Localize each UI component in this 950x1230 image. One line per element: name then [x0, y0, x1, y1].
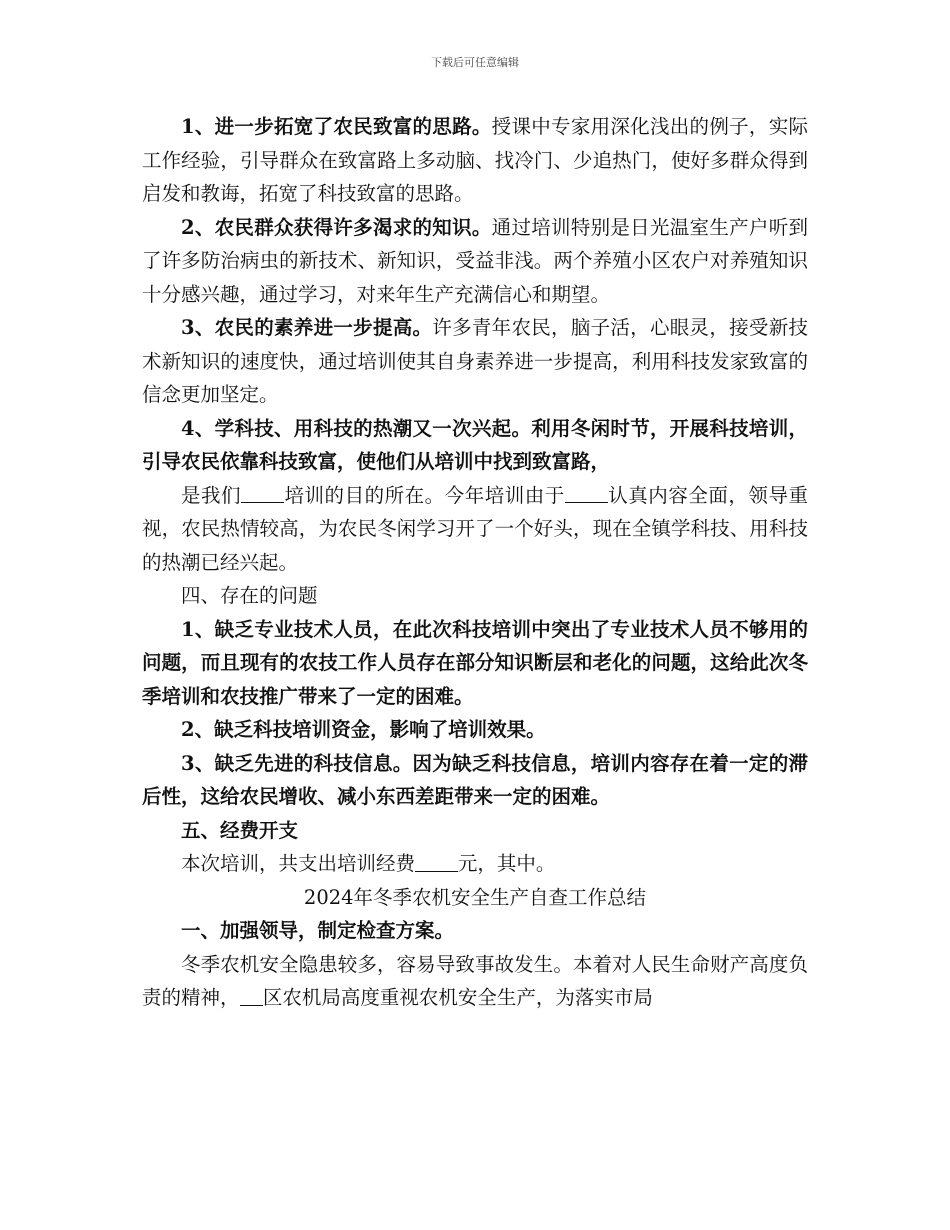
closing-paragraph	[142, 948, 808, 1015]
paragraph-3-heading: 3、农民的素养进一步提高。	[181, 316, 433, 339]
document-title: 2024年冬季农机安全生产自查工作总结	[303, 885, 647, 909]
paragraph-1	[142, 110, 808, 211]
paragraph-2-heading: 2、农民群众获得许多渴求的知识。	[181, 215, 492, 239]
section-heading-5: 五、经费开支	[181, 818, 299, 842]
paragraph-3-text: 许多青年农民，脑子活，心眼灵，接受新技术新知识的速度快，通过培训使其自身素养进一步提高，利用科技发家致富的信念更加坚定。	[142, 316, 808, 406]
fee-text-a: 本次培训，共支出培训经费	[181, 852, 416, 875]
paragraph-4-text-c: 认真内容全面，领导重视，农民热情较高，为农民冬闲学习开了一个好头，现在全镇学科技、用科技的热潮已经兴起。	[142, 483, 808, 574]
fill-blank	[565, 483, 608, 504]
problem-1: 1、缺乏专业技术人员，在此次科技培训中突出了专业技术人员不够用的问题，而且现有的农技工作人员存在部分知识断层和老化的问题，这给此次冬季培训和农技推广带来了一定的困难。	[142, 617, 808, 708]
document-body	[142, 110, 808, 1015]
section-heading-1: 一、加强领导，制定检查方案。	[181, 919, 455, 942]
paragraph-4-text	[142, 479, 808, 580]
problem-3: 3、缺乏先进的科技信息。因为缺乏科技信息，培训内容存在着一定的滞后性，这给农民增收、减小东西差距带来一定的困难。	[142, 751, 808, 808]
closing-text-b: 区农机局高度重视农机安全生产，为落实市局	[262, 986, 653, 1009]
paragraph-4-text-a: 是我们	[181, 483, 242, 507]
paragraph-1-text: 授课中专家用深化浅出的例子，实际工作经验，引导群众在致富路上多动脑、找冷门、少追热门，使好多群众得到启发和教诲，拓宽了科技致富的思路。	[142, 115, 808, 205]
paragraph-1-heading: 1、进一步拓宽了农民致富的思路。	[181, 115, 492, 138]
page-header: 下载后可任意编辑	[431, 56, 519, 69]
fill-blank	[240, 985, 263, 1006]
fill-blank	[415, 851, 458, 872]
paragraph-2	[142, 211, 808, 312]
paragraph-4-text-b: 培训的目的所在。今年培训由于	[283, 483, 565, 507]
closing-text-a: 冬季农机安全隐患较多，容易导致事故发生。本着对人民生命财产高度负责的精神，	[142, 952, 808, 1009]
fee-paragraph	[142, 847, 808, 881]
section-heading-4: 四、存在的问题	[181, 584, 318, 607]
fill-blank	[241, 483, 284, 504]
paragraph-4-heading: 4、学科技、用科技的热潮又一次兴起。利用冬闲时节，开展科技培训，引导农民依靠科技致富，使他们从培训中找到致富路，	[142, 416, 808, 473]
fee-text-b: 元，其中。	[457, 852, 556, 875]
paragraph-3	[142, 311, 808, 412]
problem-2: 2、缺乏科技培训资金，影响了培训效果。	[181, 718, 546, 741]
paragraph-2-text: 通过培训特别是日光温室生产户听到了许多防治病虫的新技术、新知识，受益非浅。两个养殖小区农户对养殖知识十分感兴趣，通过学习，对来年生产充满信心和期望。	[142, 215, 808, 306]
